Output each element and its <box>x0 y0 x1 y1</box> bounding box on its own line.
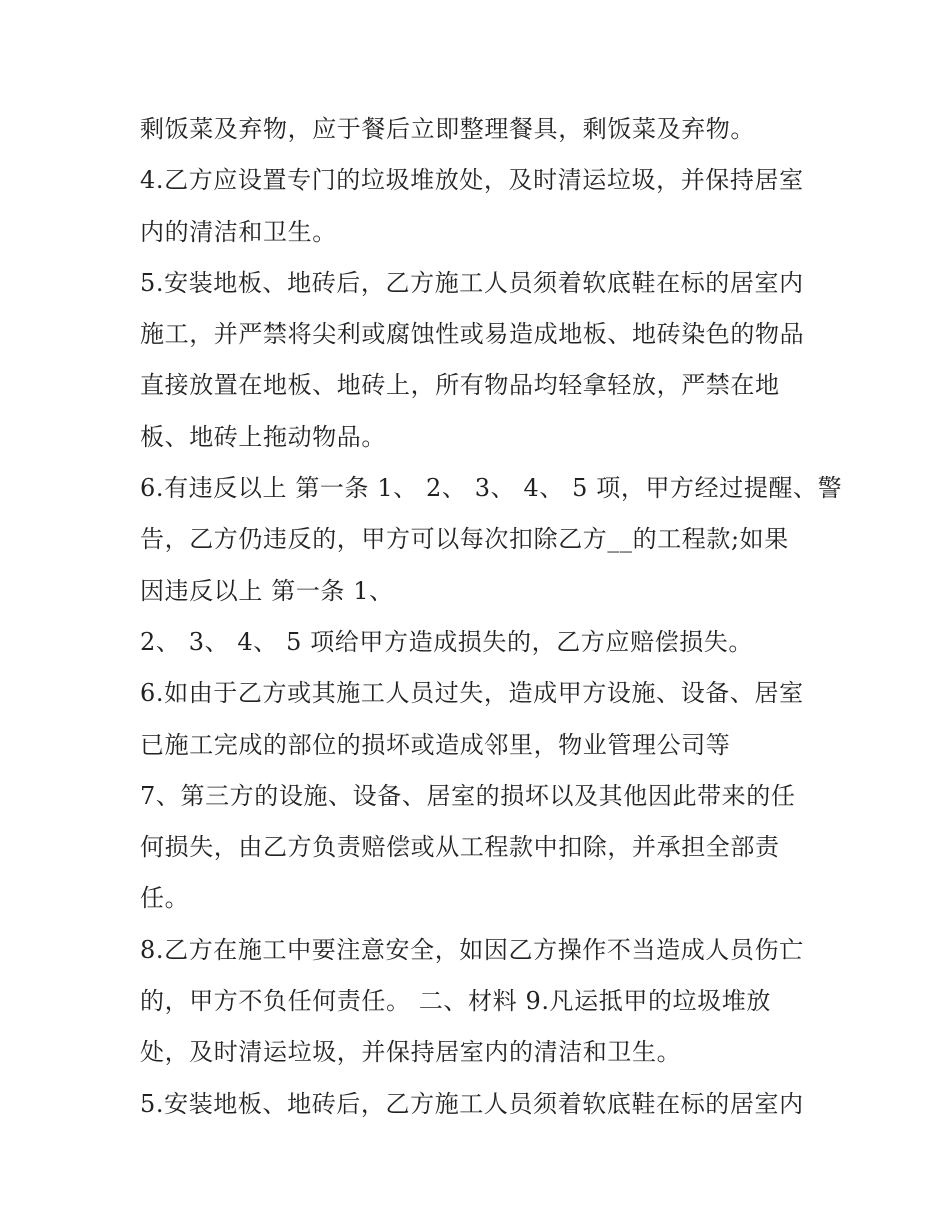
text-line: 施工，并严禁将尖利或腐蚀性或易造成地板、地砖染色的物品 <box>140 320 805 349</box>
text-line: 7、第三方的设施、设备、居室的损坏以及其他因此带来的任 <box>140 781 796 810</box>
text-line: 6.如由于乙方或其施工人员过失，造成甲方设施、设备、居室 <box>140 679 804 708</box>
text-line: 5.安装地板、地砖后，乙方施工人员须着软底鞋在标的居室内 <box>140 268 804 297</box>
text-line: 剩饭菜及弃物，应于餐后立即整理餐具，剩饭菜及弃物。 <box>140 115 755 143</box>
text-line: 直接放置在地板、地砖上，所有物品均轻拿轻放，严禁在地 <box>140 371 780 400</box>
text-line: 5.安装地板、地砖后，乙方施工人员须着软底鞋在标的居室内 <box>140 1089 804 1118</box>
text-line: 何损失，由乙方负责赔偿或从工程款中扣除，并承担全部责 <box>140 833 780 862</box>
text-line: 8.乙方在施工中要注意安全，如因乙方操作不当造成人员伤亡 <box>140 935 804 964</box>
text-line: 6.有违反以上 第一条 1、 2、 3、 4、 5 项，甲方经过提醒、警 <box>140 474 843 503</box>
text-line: 处，及时清运垃圾，并保持居室内的清洁和卫生。 <box>140 1038 682 1067</box>
text-line: 因违反以上 第一条 1、 <box>140 576 394 605</box>
document-body <box>140 104 843 1130</box>
text-line: 的，甲方不负任何责任。 二、材料 9.凡运抵甲的垃圾堆放 <box>140 987 771 1016</box>
text-line: 内的清洁和卫生。 <box>140 217 337 246</box>
text-line: 任。 <box>140 884 190 913</box>
text-line: 告，乙方仍违反的，甲方可以每次扣除乙方__的工程款;如果 <box>140 525 789 554</box>
text-line: 4.乙方应设置专门的垃圾堆放处，及时清运垃圾，并保持居室 <box>140 166 804 195</box>
text-line: 2、 3、 4、 5 项给甲方造成损失的，乙方应赔偿损失。 <box>140 627 753 656</box>
text-line: 板、地砖上拖动物品。 <box>140 422 386 451</box>
text-line: 已施工完成的部位的损坏或造成邻里，物业管理公司等 <box>140 730 731 759</box>
